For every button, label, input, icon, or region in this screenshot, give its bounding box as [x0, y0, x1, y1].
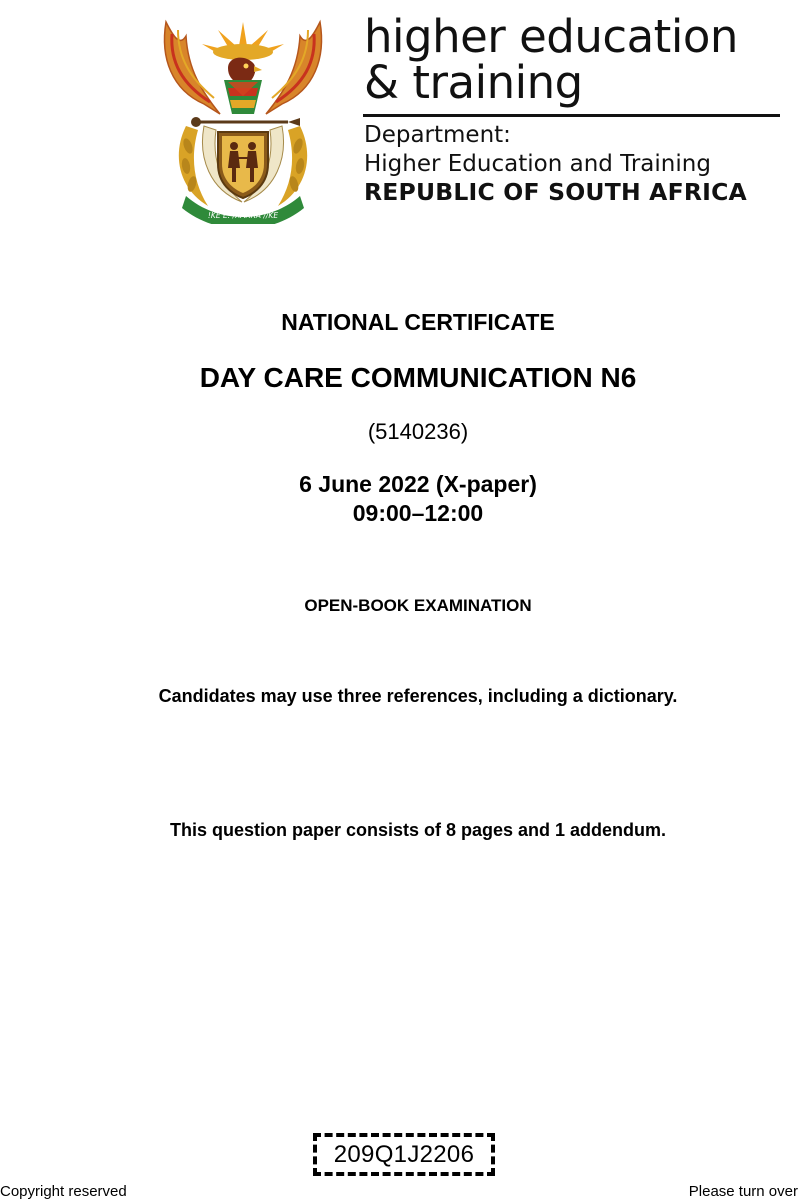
certificate-title: NATIONAL CERTIFICATE	[281, 309, 555, 335]
exam-date: 6 June 2022 (X-paper)	[299, 471, 537, 497]
brand-line-2: & training	[364, 56, 583, 109]
paper-code-box	[313, 1133, 495, 1176]
footer-copyright: Copyright reserved	[0, 1183, 127, 1200]
department-name: Higher Education and Training	[364, 151, 711, 177]
exam-type: OPEN-BOOK EXAMINATION	[304, 596, 532, 615]
brand-divider	[363, 114, 780, 117]
country-name: REPUBLIC OF SOUTH AFRICA	[364, 178, 747, 206]
coat-of-arms-logo	[158, 18, 328, 224]
crest-motto: !KE E: /XARRA //KE	[207, 211, 279, 220]
department-label: Department:	[364, 122, 511, 148]
pages-note: This question paper consists of 8 pages and 1 addendum.	[169, 820, 667, 840]
references-note: Candidates may use three references, including a dictionary.	[158, 686, 678, 706]
exam-time: 09:00–12:00	[352, 500, 484, 526]
brand-line-1: higher education	[364, 10, 738, 63]
paper-code: 209Q1J2206	[333, 1140, 475, 1168]
secretary-bird-icon	[224, 58, 262, 114]
subject-code: (5140236)	[367, 419, 469, 444]
subject-title: DAY CARE COMMUNICATION N6	[199, 362, 637, 393]
footer-turn-over: Please turn over	[688, 1183, 798, 1200]
